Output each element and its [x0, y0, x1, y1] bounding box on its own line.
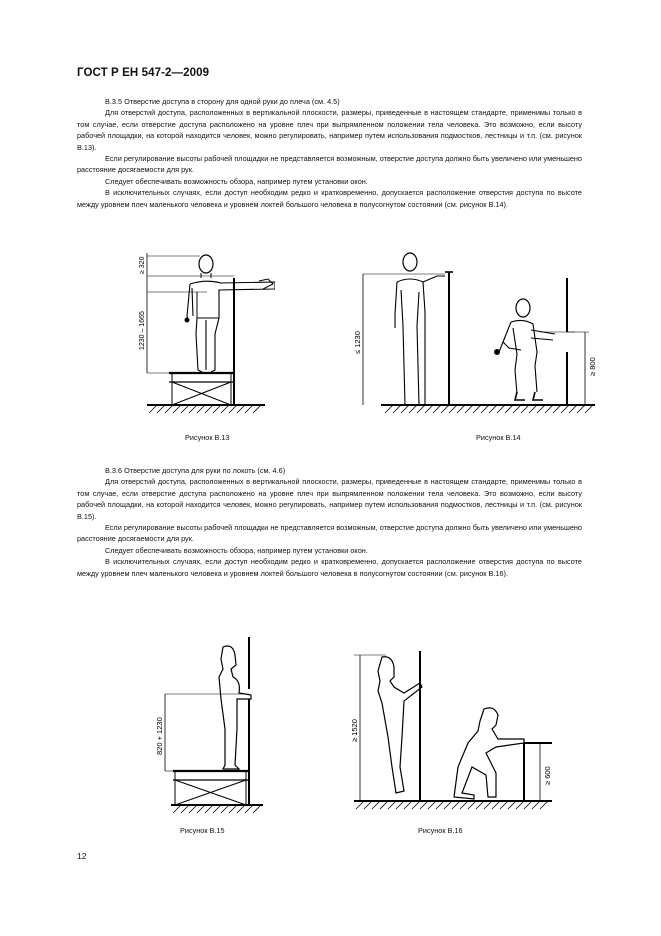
- dim-right: ≥ 800: [588, 357, 597, 376]
- figure-b15: [153, 637, 273, 817]
- section-b35: [77, 96, 582, 210]
- paragraph: Для отверстий доступа, расположенных в вертикальной плоскости, размеры, приведенные в настоящем стандарте, применимы только в том случае, если отверстие доступа расположено на уровне плеч при выпрямленном положении тела человека. Это возможно, если высоту рабочей площадки, на которой находится человек, можно регулировать, например путем использования подмостков, лестницы и т.п. (см. рисунок В.15).: [77, 477, 582, 521]
- caption-b14: Рисунок В.14: [476, 433, 521, 442]
- dim-main: 820 + 1230: [155, 717, 164, 755]
- section-heading: В.3.5 Отверстие доступа в сторону для одной руки до плеча (см. 4.5): [105, 97, 340, 106]
- paragraph: Если регулирование высоты рабочей площадки не представляется возможным, отверстие доступа должно быть увеличено или уменьшено расстояние досягаемости для рук.: [77, 154, 582, 175]
- section-heading: В.3.6 Отверстие доступа для руки по локоть (см. 4.6): [105, 466, 286, 475]
- dim-top: ≥ 320: [139, 256, 146, 274]
- paragraph: Если регулирование высоты рабочей площадки не представляется возможным, отверстие доступа должно быть увеличено или уменьшено расстояние досягаемости для рук.: [77, 523, 582, 544]
- paragraph: Следует обеспечивать возможность обзора, например путем установки окон.: [105, 545, 368, 555]
- section-b36: [77, 465, 582, 579]
- paragraph: Следует обеспечивать возможность обзора, например путем установки окон.: [105, 176, 368, 186]
- dim-right: ≥ 600: [543, 766, 552, 785]
- dim-main: 1230 – 1665: [139, 311, 146, 350]
- figure-b14: [345, 242, 610, 417]
- caption-b16: Рисунок В.16: [418, 826, 463, 835]
- caption-b13: Рисунок В.13: [185, 433, 230, 442]
- document-header: ГОСТ Р ЕН 547-2—2009: [77, 67, 210, 79]
- dim-left: ≥ 1520: [350, 719, 359, 742]
- paragraph: В исключительных случаях, если доступ необходим редко и кратковременно, допускается расположение отверстия доступа по высоте между уровнем плеч маленького человека и уровнем локтей большого человека в полусогнутом состоянии (см. рисунок В.16).: [77, 557, 582, 578]
- dim-left: ≤ 1230: [353, 331, 362, 354]
- page-number: 12: [77, 851, 87, 861]
- figure-b13: [135, 248, 275, 418]
- paragraph: Для отверстий доступа, расположенных в вертикальной плоскости, размеры, приведенные в настоящем стандарте, применимы только в том случае, если отверстие доступа расположено на уровне плеч при выпрямленном положении тела человека. Это возможно, если высоту рабочей площадки, на которой находится человек, можно регулировать, например путем использования подмостков, лестницы и т.п. (см. рисунок В.13).: [77, 108, 582, 152]
- paragraph: В исключительных случаях, если доступ необходим редко и кратковременно, допускается расположение отверстия доступа по высоте между уровнем плеч маленького человека и уровнем локтей большого человека в полусогнутом состоянии (см. рисунок В.14).: [77, 188, 582, 209]
- caption-b15: Рисунок В.15: [180, 826, 225, 835]
- figure-b16: [346, 647, 561, 817]
